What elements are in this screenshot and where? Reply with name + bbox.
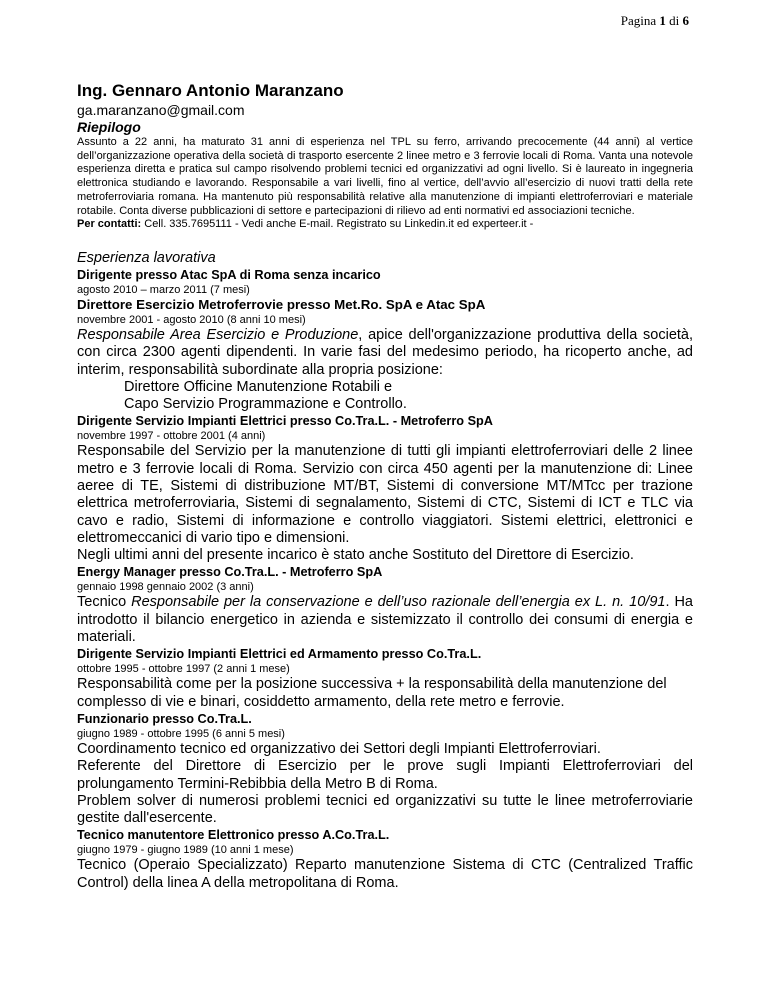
- job-description: Problem solver di numerosi problemi tecnici ed organizzativi su tutte le linee metroferroviarie gestite dall'esercente.: [77, 792, 693, 827]
- job-description: Responsabile Area Esercizio e Produzione, apice dell'organizzazione produttiva della società, con circa 2300 agenti dipendenti. In varie fasi del medesimo periodo, ha ricoperto anche, ad interim, responsabilità subordinate alla propria posizione:: [77, 326, 694, 378]
- job-dates: novembre 2001 - agosto 2010 (8 anni 10 mesi): [77, 313, 306, 326]
- job-subrole: Capo Servizio Programmazione e Controllo.: [124, 396, 407, 413]
- job-description: Tecnico Responsabile per la conservazione e dell’uso razionale dell’energia ex L. n. 10/91. Ha introdotto il bilancio energetico in azienda e sistemizzato il controllo dei consumi di energia e materiali.: [77, 594, 693, 646]
- job-description: Referente del Direttore di Esercizio per le prove sugli Impianti Elettroferroviari del prolungamento Termini-Rebibbia della Metro B di Roma.: [77, 758, 693, 792]
- job-title: Funzionario presso Co.Tra.L.: [77, 711, 252, 726]
- job-description: Coordinamento tecnico ed organizzativo dei Settori degli Impianti Elettroferroviari.: [77, 740, 601, 757]
- summary-heading: Riepilogo: [77, 119, 141, 135]
- job-dates: gennaio 1998 gennaio 2002 (3 anni): [77, 581, 254, 594]
- job-title: Dirigente Servizio Impianti Elettrici presso Co.Tra.L. - Metroferro SpA: [77, 414, 493, 429]
- job-dates: novembre 1997 - ottobre 2001 (4 anni): [77, 430, 266, 443]
- job-dates: agosto 2010 – marzo 2011 (7 mesi): [77, 283, 250, 296]
- job-subrole: Direttore Officine Manutenzione Rotabili e: [124, 378, 393, 395]
- person-name: Ing. Gennaro Antonio Maranzano: [77, 81, 344, 100]
- job-title: Tecnico manutentore Elettronico presso A.Co.Tra.L.: [77, 828, 390, 843]
- job-dates: giugno 1989 - ottobre 1995 (6 anni 5 mesi): [77, 727, 285, 740]
- contacts-line: Per contatti: Cell. 335.7695111 - Vedi anche E-mail. Registrato su Linkedin.it ed experteer.it -: [77, 218, 534, 231]
- experience-heading: Esperienza lavorativa: [77, 249, 216, 266]
- summary-text: Assunto a 22 anni, ha maturato 31 anni di esperienza nel TPL su ferro, arrivando precocemente (44 anni) al vertice dell’organizzazione operativa della società di trasporto esercente 2 linee metro e 3 ferrovie locali di Roma. Vanta una notevole esperienza diretta e pratica sul campo risolvendo problemi tecnici ed organizzativi ad ogni livello. Si è laureato in ingegneria elettronica studiando e lavorando. Responsabile a vari livelli, fino al vertice, dell’avvio all’esercizio di nuovi tratti della rete metroferroviaria romana. Ha mantenuto più responsabilità relative alla manutenzione di impianti elettroferroviari e materiale rotabile. Conta diverse pubblicazioni di settore e partecipazioni di rilievo ad enti normativi ed associazioni tecniche.: [77, 136, 693, 217]
- email-address: ga.maranzano@gmail.com: [77, 102, 245, 118]
- job-dates: giugno 1979 - giugno 1989 (10 anni 1 mese): [77, 844, 294, 857]
- job-dates: ottobre 1995 - ottobre 1997 (2 anni 1 mese): [77, 663, 290, 676]
- document-body: [77, 80, 693, 892]
- job-title: Dirigente Servizio Impianti Elettrici ed Armamento presso Co.Tra.L.: [77, 647, 482, 662]
- job-title: Direttore Esercizio Metroferrovie presso Met.Ro. SpA e Atac SpA: [77, 296, 486, 312]
- job-title: Energy Manager presso Co.Tra.L. - Metroferro SpA: [77, 565, 383, 580]
- job-description: Responsabilità come per la posizione successiva + la responsabilità della manutenzione del complesso di vie e binari, cosiddetto armamento, della rete metro e ferrovie.: [77, 676, 667, 710]
- job-description: Negli ultimi anni del presente incarico è stato anche Sostituto del Direttore di Esercizio.: [77, 547, 634, 564]
- job-description: Responsabile del Servizio per la manutenzione di tutti gli impianti elettroferroviari delle 2 linee metro e 3 ferrovie locali di Roma. Servizio con circa 450 agenti per la manutenzione di: Linee aeree di TE, Sistemi di distribuzione MT/BT, Sistemi di conversione MT/MTcc per trazione elettrica metroferroviaria, Sistemi di segnalamento, Sistemi di CTC, Sistemi di ICT e TLC via cavo e radio, Sistemi di informazione e controllo viaggiatori. Sistemi elettrici, elettronici e elettromeccanici di vario tipo e dimensioni.: [77, 443, 693, 546]
- job-description: Tecnico (Operaio Specializzato) Reparto manutenzione Sistema di CTC (Centralized Traffic Control) della linea A della metropolitana di Roma.: [77, 857, 693, 891]
- page-number: Pagina 1 di 6: [620, 13, 689, 28]
- job-title: Dirigente presso Atac SpA di Roma senza incarico: [77, 267, 381, 282]
